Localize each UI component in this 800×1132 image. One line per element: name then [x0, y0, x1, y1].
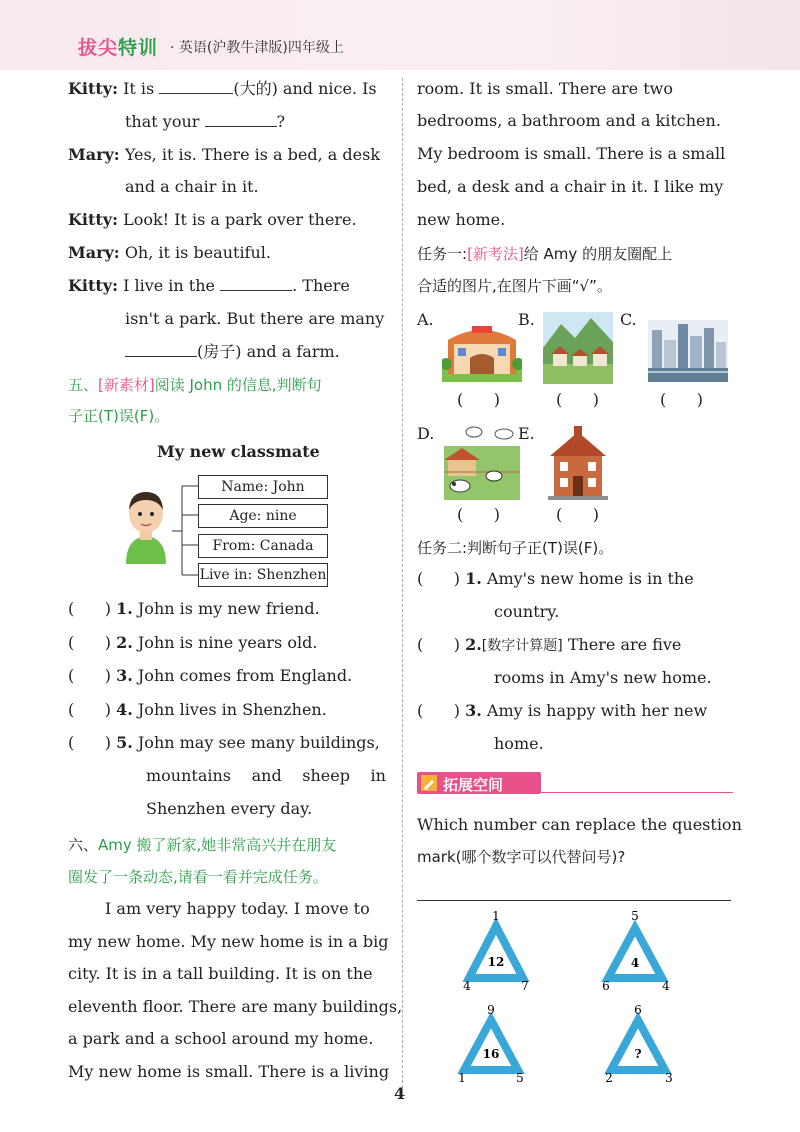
- svg-text:6: 6: [602, 979, 610, 993]
- answer-paren[interactable]: ( ): [68, 666, 111, 685]
- column-divider: [402, 78, 403, 1088]
- passage-line: eleventh floor. There are many buildings,: [68, 997, 403, 1016]
- passage-line: My bedroom is small. There is a small: [417, 144, 726, 163]
- svg-text:3: 3: [665, 1071, 673, 1085]
- task2-item-cont: country.: [494, 602, 560, 621]
- svg-text:1: 1: [492, 909, 500, 923]
- answer-paren-b[interactable]: ( ): [556, 390, 599, 409]
- triangle-2: [602, 909, 670, 993]
- answer-paren[interactable]: ( ): [417, 701, 460, 720]
- svg-text:4: 4: [463, 979, 471, 993]
- answer-paren[interactable]: ( ): [68, 599, 111, 618]
- task2-item: ( ) 1. Amy's new home is in the: [417, 569, 694, 588]
- svg-text:?: ?: [634, 1047, 642, 1061]
- triangle-4: [605, 1003, 673, 1085]
- svg-text:4: 4: [630, 956, 640, 970]
- section5-instruction-cont: 子正(T)误(F)。: [68, 407, 170, 425]
- passage-line: new home.: [417, 210, 506, 229]
- tf-item-cont: Shenzhen every day.: [146, 799, 313, 818]
- school-picture[interactable]: [442, 320, 522, 382]
- dialogue-line: Kitty: Look! It is a park over there.: [68, 210, 357, 229]
- answer-paren[interactable]: ( ): [68, 733, 111, 752]
- dialogue-line: Kitty: I live in the . There: [68, 276, 350, 295]
- answer-blank[interactable]: [220, 276, 292, 291]
- pic-label-a: A.: [417, 310, 434, 329]
- section5-instruction: 五、[新素材]阅读 John 的信息,判断句: [68, 376, 322, 394]
- task2-instruction: 任务二:判断句子正(T)误(F)。: [417, 539, 614, 557]
- section6-instruction-cont: 圈发了一条动态,请看一看并完成任务。: [68, 868, 328, 886]
- tf-item: ( ) 1. John is my new friend.: [68, 599, 320, 618]
- dialogue-line: that your ?: [125, 112, 286, 131]
- dialogue-line: Mary: Yes, it is. There is a bed, a desk: [68, 145, 381, 164]
- dialogue-line: Mary: Oh, it is beautiful.: [68, 243, 271, 262]
- book-logo: 拔尖特训: [78, 37, 159, 59]
- passage-line: city. It is in a tall building. It is on the: [68, 964, 373, 983]
- passage-line: room. It is small. There are two: [417, 79, 673, 98]
- task2-item-cont: home.: [494, 734, 544, 753]
- expand-heading: 拓展空间: [417, 772, 733, 794]
- page-header: [0, 0, 800, 70]
- svg-text:2: 2: [605, 1071, 613, 1085]
- passage-line: bedrooms, a bathroom and a kitchen.: [417, 111, 721, 130]
- info-name: Name: John: [198, 475, 328, 499]
- task2-item-cont: rooms in Amy's new home.: [494, 668, 712, 687]
- svg-text:5: 5: [631, 909, 639, 923]
- tf-item: ( ) 3. John comes from England.: [68, 666, 353, 685]
- task1-instruction-cont: 合适的图片,在图片下画“√”。: [417, 277, 612, 295]
- info-from: From: Canada: [198, 534, 328, 558]
- answer-blank[interactable]: [125, 342, 197, 357]
- dialogue-line: (房子) and a farm.: [125, 341, 340, 363]
- pic-label-c: C.: [620, 310, 637, 329]
- house-picture[interactable]: [548, 426, 608, 500]
- answer-paren[interactable]: ( ): [417, 635, 460, 654]
- city-buildings-picture[interactable]: [648, 320, 728, 382]
- info-connector: [172, 476, 200, 576]
- svg-text:4: 4: [662, 979, 670, 993]
- passage-line: My new home is small. There is a living: [68, 1062, 390, 1081]
- svg-text:9: 9: [487, 1003, 495, 1017]
- svg-text:12: 12: [487, 955, 505, 969]
- answer-paren-a[interactable]: ( ): [457, 390, 500, 409]
- pic-label-d: D.: [417, 424, 435, 443]
- village-mountain-picture[interactable]: [543, 312, 613, 384]
- pic-label-b: B.: [518, 310, 535, 329]
- tf-item: ( ) 4. John lives in Shenzhen.: [68, 700, 327, 719]
- answer-paren[interactable]: ( ): [417, 569, 460, 588]
- farm-picture[interactable]: [440, 424, 520, 500]
- pencil-icon: [421, 775, 437, 791]
- info-live-in: Live in: Shenzhen: [198, 563, 328, 587]
- passage-line: bed, a desk and a chair in it. I like my: [417, 177, 724, 196]
- svg-text:16: 16: [482, 1047, 500, 1061]
- book-subtitle: · 英语(沪教牛津版)四年级上: [170, 40, 344, 56]
- answer-blank[interactable]: [159, 79, 233, 94]
- tf-item: ( ) 2. John is nine years old.: [68, 633, 318, 652]
- pic-label-e: E.: [518, 424, 535, 443]
- answer-paren[interactable]: ( ): [68, 700, 111, 719]
- boy-figure: [118, 486, 174, 564]
- task1-instruction: 任务一:[新考法]给 Amy 的朋友圈配上: [417, 245, 673, 263]
- triangle-puzzle: [455, 908, 745, 1088]
- answer-line[interactable]: [417, 900, 731, 901]
- answer-paren[interactable]: ( ): [68, 633, 111, 652]
- question-line: Which number can replace the question: [417, 815, 742, 834]
- triangle-3: [458, 1003, 524, 1085]
- svg-text:1: 1: [458, 1071, 466, 1085]
- page-number: 4: [394, 1084, 406, 1103]
- answer-blank[interactable]: [205, 112, 277, 127]
- info-title: My new classmate: [157, 442, 320, 461]
- triangle-1: [463, 909, 529, 993]
- passage-line: my new home. My new home is in a big: [68, 932, 389, 951]
- svg-text:6: 6: [634, 1003, 642, 1017]
- passage-line: I am very happy today. I move to: [105, 899, 370, 918]
- passage-line: a park and a school around my home.: [68, 1029, 374, 1048]
- svg-text:5: 5: [516, 1071, 524, 1085]
- answer-paren-e[interactable]: ( ): [556, 505, 599, 524]
- dialogue-line: Kitty: It is (大的) and nice. Is: [68, 79, 377, 98]
- svg-text:7: 7: [521, 979, 529, 993]
- answer-paren-d[interactable]: ( ): [457, 505, 500, 524]
- answer-paren-c[interactable]: ( ): [660, 390, 703, 409]
- question-line: mark(哪个数字可以代替问号)?: [417, 848, 626, 866]
- dialogue-line: isn't a park. But there are many: [125, 309, 385, 328]
- tf-item-cont: mountains and sheep in: [146, 766, 386, 785]
- task2-item: ( ) 3. Amy is happy with her new: [417, 701, 708, 720]
- tf-item: ( ) 5. John may see many buildings,: [68, 733, 380, 752]
- info-age: Age: nine: [198, 504, 328, 528]
- section6-instruction: 六、Amy 搬了新家,她非常高兴并在朋友: [68, 836, 337, 854]
- dialogue-line: and a chair in it.: [125, 177, 259, 196]
- task2-item: ( ) 2.[数字计算题] There are five: [417, 635, 682, 654]
